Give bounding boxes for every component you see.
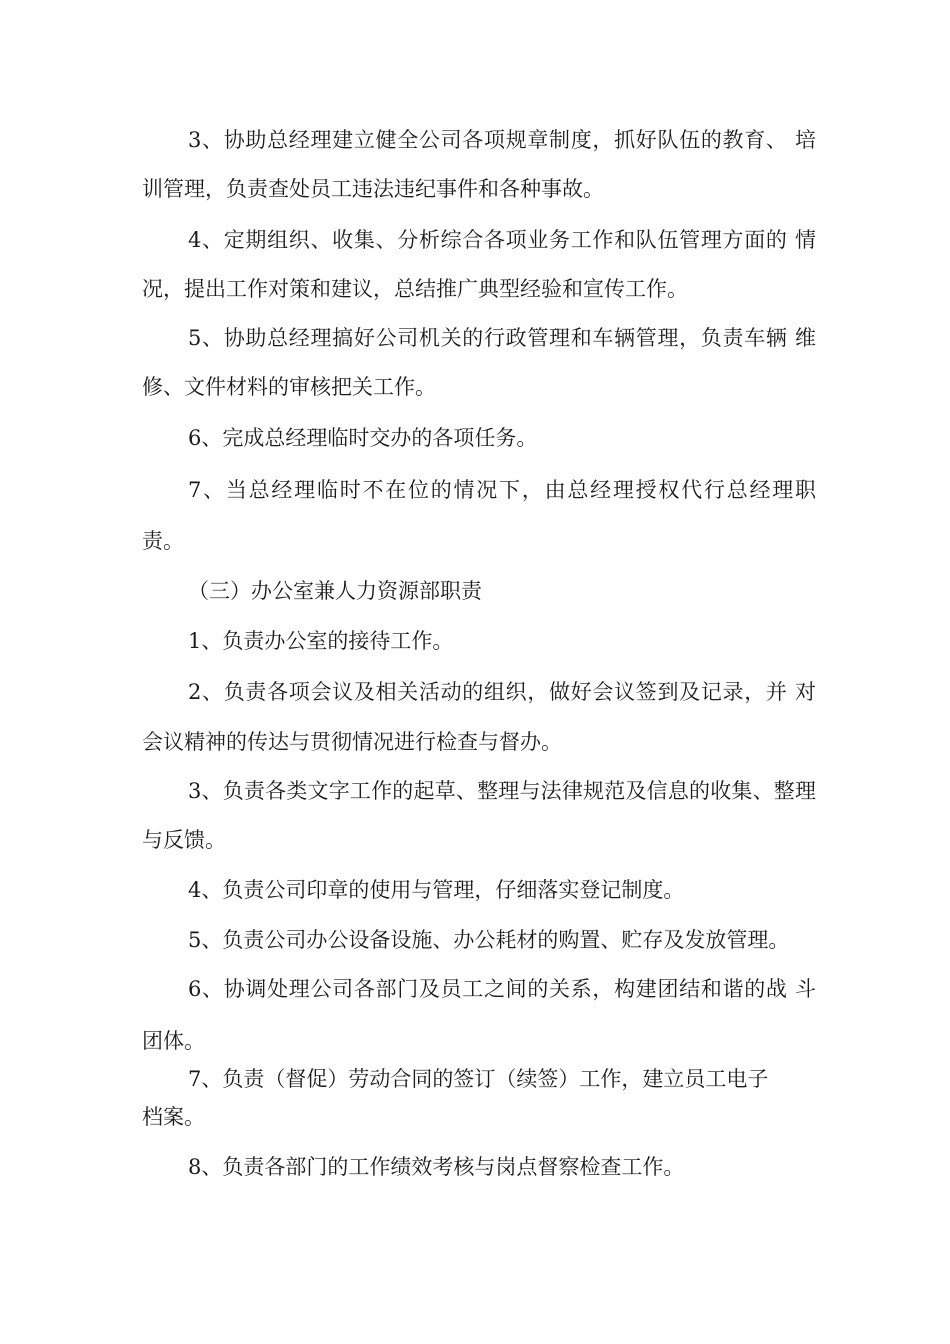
paragraph-line: 1、负责办公室的接待工作。 <box>188 629 454 653</box>
paragraph-line: 会议精神的传达与贯彻情况进行检查与督办。 <box>142 730 562 754</box>
paragraph-line: 6、完成总经理临时交办的各项任务。 <box>188 426 538 450</box>
paragraph-line: 训管理，负责查处员工违法违纪事件和各种事故。 <box>142 177 604 201</box>
paragraph-line: 3、协助总经理建立健全公司各项规章制度，抓好队伍的教育、 培 <box>188 128 816 152</box>
paragraph-line: 8、负责各部门的工作绩效考核与岗点督察检查工作。 <box>188 1155 685 1179</box>
paragraph-line: 7、负责（督促）劳动合同的签订（续签）工作，建立员工电子 <box>188 1067 769 1091</box>
paragraph-line: 4、定期组织、收集、分析综合各项业务工作和队伍管理方面的 情 <box>188 228 816 252</box>
paragraph-line: 4、负责公司印章的使用与管理，仔细落实登记制度。 <box>188 878 685 902</box>
paragraph-line: 团体。 <box>142 1029 205 1053</box>
paragraph-line: 5、协助总经理搞好公司机关的行政管理和车辆管理，负责车辆 维 <box>188 326 816 350</box>
section-heading: （三）办公室兼人力资源部职责 <box>188 579 482 603</box>
paragraph-line: 6、协调处理公司各部门及员工之间的关系，构建团结和谐的战 斗 <box>188 977 816 1001</box>
paragraph-line: 2、负责各项会议及相关活动的组织，做好会议签到及记录，并 对 <box>188 680 816 704</box>
paragraph-line: 与反馈。 <box>142 828 226 852</box>
paragraph-line: 档案。 <box>142 1105 205 1129</box>
paragraph-line: 3、负责各类文字工作的起草、整理与法律规范及信息的收集、整理 <box>188 779 816 803</box>
paragraph-line: 5、负责公司办公设备设施、办公耗材的购置、贮存及发放管理。 <box>188 928 790 952</box>
paragraph-line: 修、文件材料的审核把关工作。 <box>142 375 436 399</box>
paragraph-line: 况，提出工作对策和建议，总结推广典型经验和宣传工作。 <box>142 277 688 301</box>
paragraph-line: 7、当总经理临时不在位的情况下，由总经理授权代行总经理职 <box>188 478 816 502</box>
paragraph-line: 责。 <box>142 529 184 553</box>
